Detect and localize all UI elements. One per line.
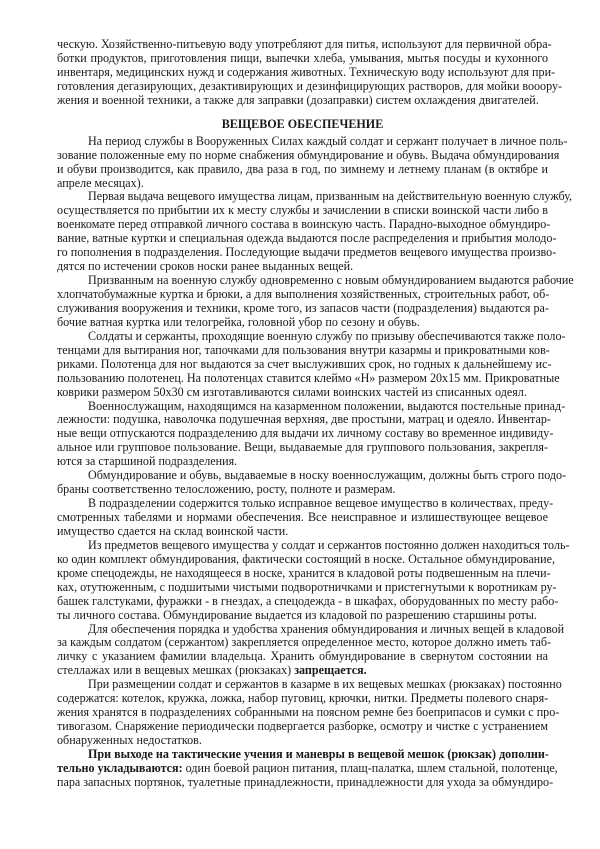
text-segment: Обмундирование и обувь, выдаваемые в носку военнослужащим, должны быть строго подо- <box>88 468 567 483</box>
text-line <box>57 609 548 623</box>
text-line <box>57 692 548 706</box>
text-segment: и обуви производится, как правило, два раза в год, по зимнему и летнему планам (в октябре и <box>57 161 548 176</box>
bold-text: запрещается. <box>294 663 367 678</box>
text-line <box>57 356 552 372</box>
text-line <box>57 426 554 441</box>
text-line <box>57 720 548 734</box>
text-segment: один боевой рацион питания, плащ-палатка, шлем стальной, полотенце, <box>182 760 558 775</box>
text-line <box>57 328 566 344</box>
paragraph <box>57 398 566 470</box>
text-segment: На период службы в Вооруженных Силах каждый солдат и сержант получает в личное поль- <box>88 133 568 148</box>
text-segment: Военнослужащим, находящимся на казарменном положении, выдаются постельные принад- <box>88 398 566 413</box>
text-segment: ются за старшиной подразделения. <box>57 454 238 469</box>
text-segment: альное или групповое пользование. Вещи, выдаваемые для группового пользования, закрепля- <box>57 440 548 455</box>
text-segment: тивогазом. Снаряжение периодически подвергается разборке, осмотру и чистке с устранением <box>57 719 548 734</box>
text-line <box>57 565 551 581</box>
text-line <box>57 163 548 177</box>
text-segment: Из предметов вещевого имущества у солдат и сержантов постоянно должен находиться толь- <box>88 537 570 552</box>
text-line <box>57 748 548 762</box>
text-line <box>57 133 568 149</box>
text-line <box>57 441 548 455</box>
text-line <box>57 774 554 790</box>
text-line <box>57 525 548 539</box>
text-line <box>57 677 562 692</box>
text-segment: личку с указанием фамилии владельца. Хранить обмундирование в свернутом состоянии на <box>57 649 548 664</box>
document-page <box>57 37 574 790</box>
paragraph <box>57 496 554 539</box>
text-segment: служивания вооружения и техники, кроме того, из запасов части (подразделения) выдаются ра- <box>57 300 549 315</box>
text-segment: ботки продуктов, приготовления пищи, выпечки хлеба, умывания, мытья посуды и кухонного <box>57 50 548 65</box>
text-line <box>57 398 566 414</box>
paragraph <box>57 328 566 400</box>
text-segment: ках, отутюженным, с подшитыми чистыми подворотничками и пристегнутыми к воротникам ру- <box>57 579 557 594</box>
paragraph <box>57 746 558 790</box>
text-line <box>57 94 548 108</box>
text-line <box>57 316 548 330</box>
text-line <box>57 302 548 316</box>
text-line <box>57 468 567 483</box>
text-segment: жения и военной техники, а также для заправки (дозаправки) систем охлаждения двигателей. <box>57 92 539 107</box>
text-line <box>57 260 548 274</box>
text-segment: стеллажах или в вещевых мешках (рюкзаках) <box>57 663 295 678</box>
text-line <box>57 189 573 204</box>
text-line <box>57 217 551 232</box>
text-line <box>57 760 558 776</box>
text-segment: дятся по истечении сроков носки ранее выданных вещей. <box>57 259 354 274</box>
text-segment: ты личного состава. Обмундирование выдается из кладовой по разрешению старшины роты. <box>57 607 537 622</box>
text-segment: кроме спецодежды, не находящееся в носке, хранится в кладовой роты подвешенным на плечи- <box>57 565 551 580</box>
text-line <box>57 78 563 94</box>
text-line <box>57 455 548 469</box>
text-segment: ко один комплект обмундирования, фактически состоящий в носке. Остальное обмундирование, <box>57 551 556 566</box>
text-segment: пользованию полотенец. На полотенцах ставится клеймо «Н» размером 20x15 мм. Прикроватные <box>57 370 560 385</box>
text-segment: го пополнения в подразделения. Последующие выдачи предметов вещевого имущества произво- <box>57 245 557 260</box>
paragraph <box>57 468 567 497</box>
text-line <box>57 579 557 595</box>
text-segment: бочие ватная куртка или телогрейка, головной убор по сезону и обувь. <box>57 314 420 329</box>
text-line <box>57 412 551 427</box>
paragraph <box>57 133 568 191</box>
text-line <box>57 635 552 650</box>
text-line <box>57 344 548 358</box>
text-line <box>57 204 548 218</box>
text-line <box>57 231 557 246</box>
text-segment: хлопчатобумажные куртка и брюки, а для выполнения хозяйственных, строительных работ, об- <box>57 287 550 301</box>
text-segment: вание, ватные куртки и специальная одежда выдаются после распределения и прибытия молодо- <box>57 231 557 246</box>
text-segment: Призванным на военную службу одновременно с новым обмундированием выдаются рабочие <box>88 273 574 288</box>
text-line <box>57 177 548 191</box>
text-segment: башек галстуками, фуражки - в гнездах, а спецодежда - в шкафах, оборудованных по месту рабо- <box>57 593 559 608</box>
text-segment: инвентаря, медицинских нужд и содержания животных. Техническую воду используют для при- <box>57 64 556 79</box>
text-line <box>57 734 548 748</box>
bold-text: тельно укладываются: <box>57 760 183 775</box>
text-segment: содержатся: котелок, кружка, ложка, набор пуговиц, крючки, нитки. Предметы полевого снаря- <box>57 691 549 706</box>
text-line <box>57 64 556 80</box>
text-line <box>57 664 548 678</box>
section-heading: ВЕЩЕВОЕ ОБЕСПЕЧЕНИЕ <box>221 116 384 131</box>
text-segment: При размещении солдат и сержантов в казарме в их вещевых мешках (рюкзаках) постоянно <box>88 677 562 692</box>
text-line <box>57 288 548 302</box>
paragraph <box>57 189 573 274</box>
text-line <box>57 386 548 400</box>
text-line <box>57 370 560 386</box>
text-line <box>57 593 559 609</box>
text-segment: лежности: подушка, наволочка подушечная верхняя, две простыни, матрац и одеяло. Инвентар- <box>57 412 551 427</box>
text-line <box>57 37 552 52</box>
text-segment: ческую. Хозяйственно-питьевую воду употребляют для питья, используют для первичной обра- <box>57 37 552 51</box>
paragraph <box>57 537 570 623</box>
text-line <box>57 621 565 637</box>
text-segment: ные вещи отпускаются подразделению для выдачи их личному составу во временное индивиду- <box>57 426 554 441</box>
text-segment: браны соответственно телосложению, росту, полноте и размерам. <box>57 482 396 497</box>
text-segment: пара запасных портянок, туалетные принадлежности, принадлежности для ухода за обмундиро- <box>57 774 554 789</box>
text-line <box>57 537 570 553</box>
text-line <box>57 705 560 720</box>
text-segment: Солдаты и сержанты, проходящие военную службу по призыву обеспечиваются также поло- <box>88 328 566 343</box>
bold-text: При выходе на тактические учения и маневры в вещевой мешок (рюкзак) дополни- <box>88 746 549 761</box>
paragraph <box>57 677 562 748</box>
text-line <box>57 511 548 525</box>
text-segment: обнаруженных недостатков. <box>57 733 202 747</box>
text-line <box>57 245 557 260</box>
paragraph <box>57 621 565 679</box>
text-segment: осуществляется по прибытии их к месту службы и зачислении в списки воинской части либо в <box>57 203 548 218</box>
text-segment: за каждым солдатом (сержантом) закрепляется определенное место, которое должно иметь таб- <box>57 635 552 650</box>
text-segment: жения хранятся в подразделениях собранными на поясном ремне без боеприпасов и сумки с про- <box>57 705 560 720</box>
text-segment: риками. Полотенца для ног выдаются за счет выслуживших срок, но годных к дальнейшему ис- <box>57 356 552 371</box>
text-segment: Для обеспечения порядка и удобства хранения обмундирования и личных вещей в кладовой <box>88 621 565 636</box>
paragraph <box>57 37 563 108</box>
text-line <box>57 483 548 497</box>
paragraph <box>57 273 574 330</box>
section-body <box>57 133 574 790</box>
text-segment: военкомате перед отправкой личного состава в воинскую часть. Парадно-выходное обмундиро- <box>57 217 551 232</box>
text-line <box>57 496 554 511</box>
intro-paragraph <box>57 37 563 108</box>
text-segment: смотренных табелями и нормами обеспечения. Все неисправное и излишествующее вещевое <box>57 510 548 524</box>
text-segment: имущество сдается на склад воинской части. <box>57 523 289 538</box>
text-segment: В подразделении содержится только исправное вещевое имущество в количествах, преду- <box>88 496 554 511</box>
text-line <box>57 551 556 567</box>
text-line <box>57 52 548 66</box>
text-line <box>57 147 560 163</box>
text-segment: коврики размером 50x30 см изготавливаются силами воинских частей из списанных одеял. <box>57 384 527 399</box>
text-line <box>57 273 574 288</box>
text-segment: тенцами для вытирания ног, тапочками для пользования внутри казармы и прикроватными ков- <box>57 342 550 357</box>
text-line <box>57 650 548 664</box>
text-segment: апреле месяцах). <box>57 175 144 190</box>
text-segment: Первая выдача вещевого имущества лицам, призванным на действительную военную службу, <box>88 189 573 204</box>
text-segment: готовления дегазирующих, дезактивирующих и дезинфицирующих растворов, для мойки вооору- <box>57 78 563 93</box>
text-segment: зование положенные ему по норме снабжения обмундирование и обувь. Выдача обмундирования <box>57 147 560 162</box>
